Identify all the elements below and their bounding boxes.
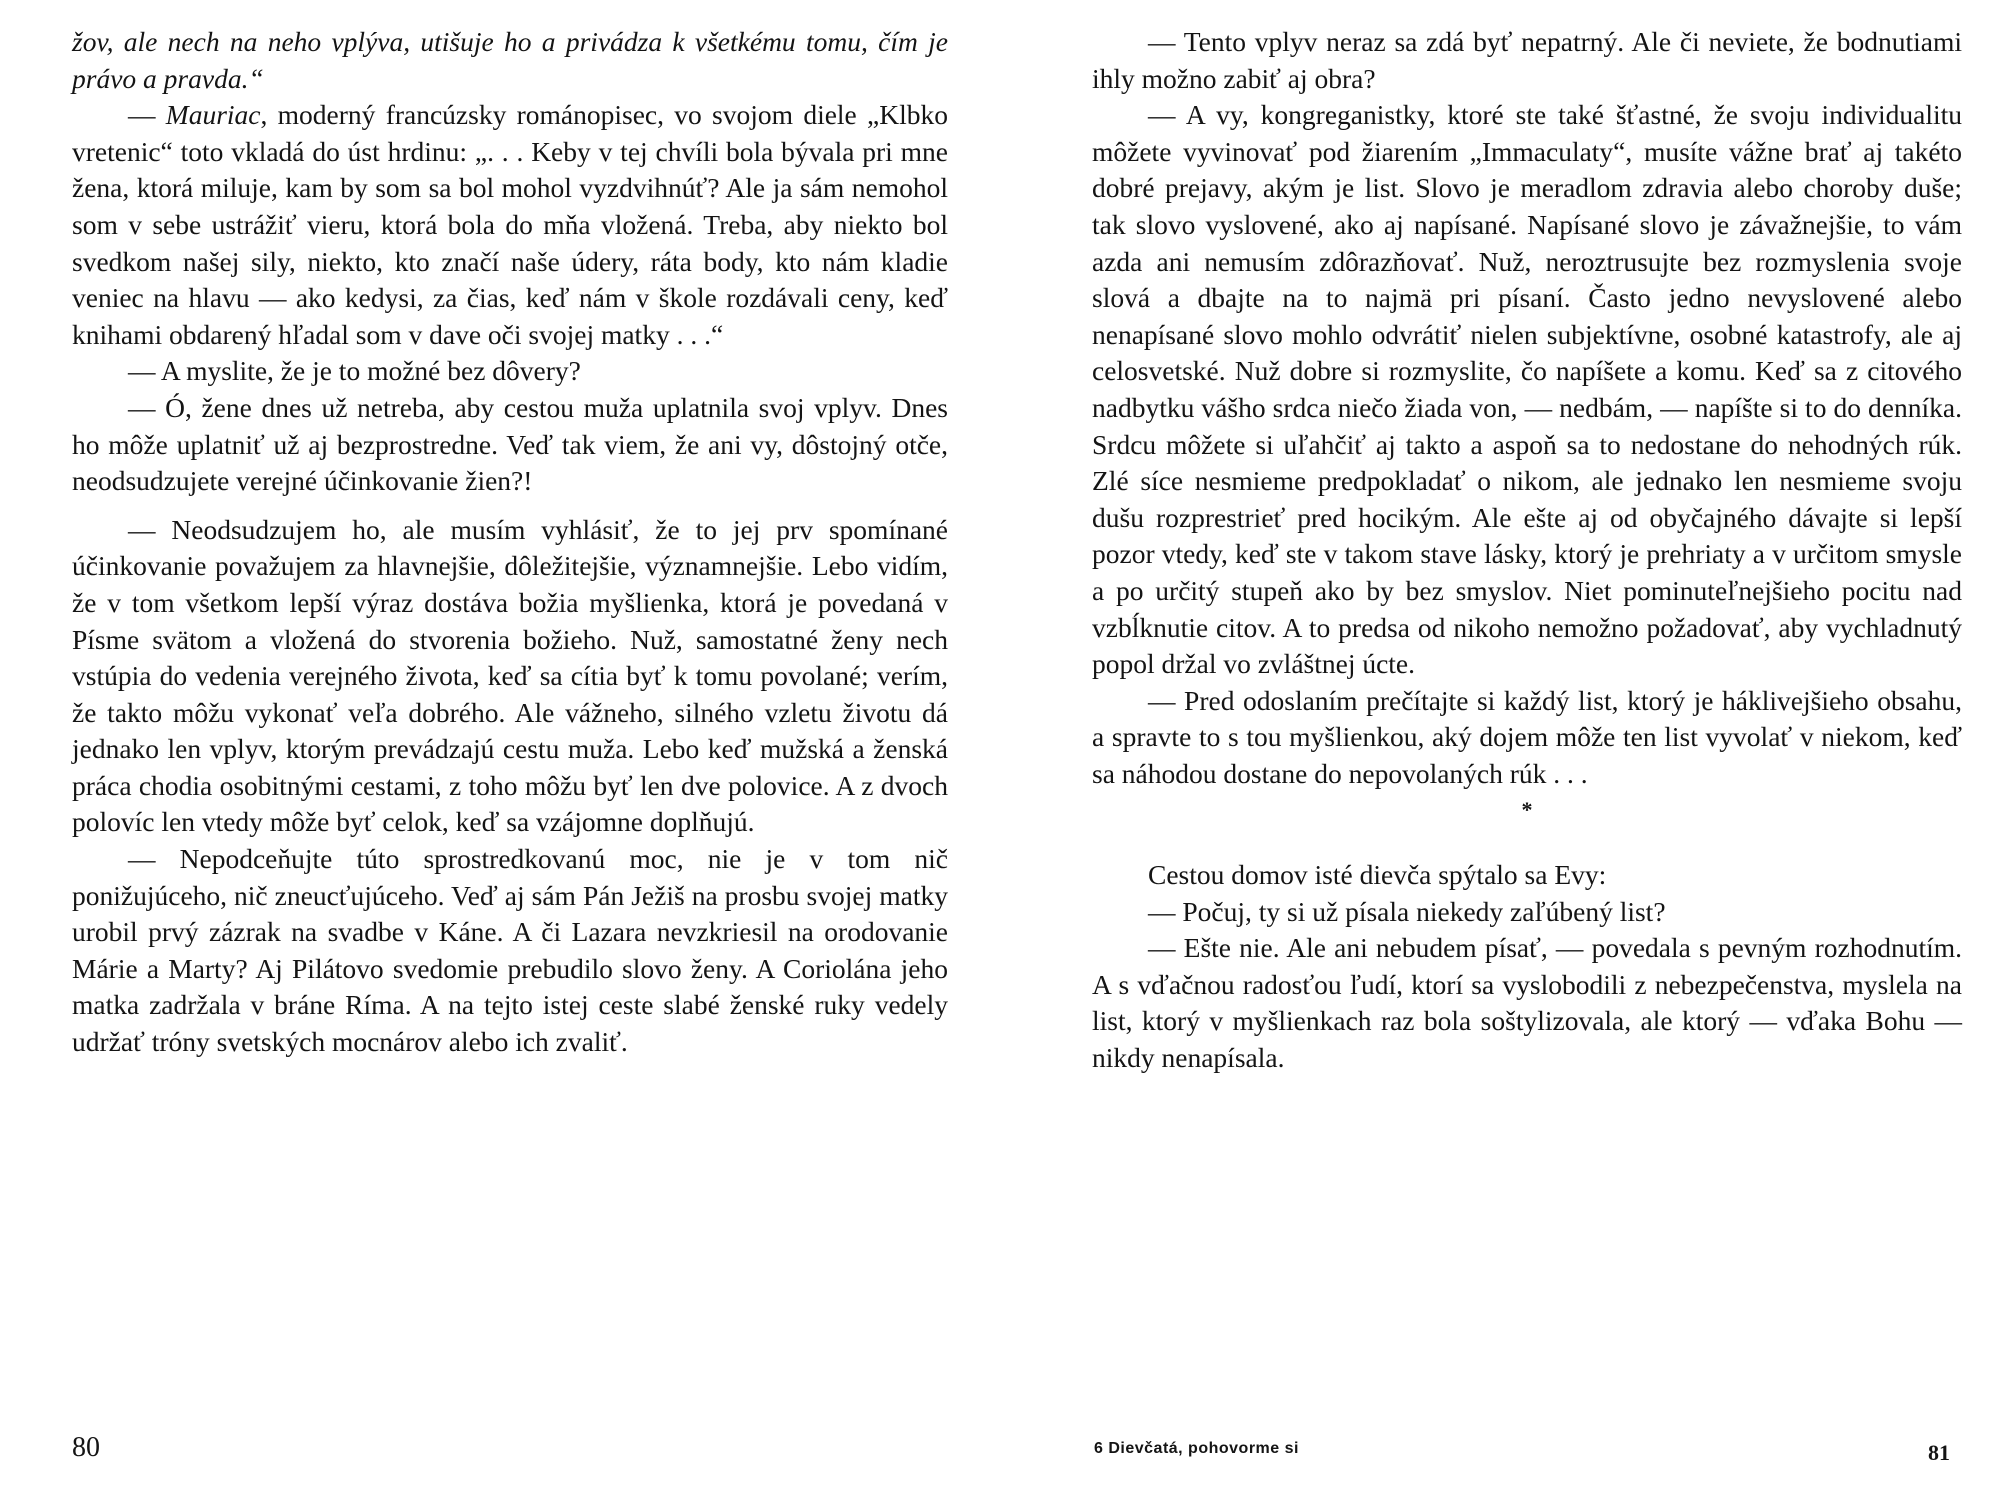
left-page <box>72 24 948 1061</box>
paragraph <box>72 97 948 353</box>
paragraph: — Pred odoslaním prečítajte si každý list, ktorý je háklivejšieho obsahu, a spravte to s tou myšlienkou, aký dojem môže ten list vyvolať v niekom, keď sa náhodou dostane do nepovolaných rúk . . . <box>1092 684 1962 789</box>
paragraph: Cestou domov isté dievča spýtalo sa Evy: <box>1148 859 1607 891</box>
paragraph: — Tento vplyv neraz sa zdá byť nepatrný. Ale či neviete, že bodnutiami ihly možno zabiť aj obra? <box>1092 26 1962 94</box>
paragraph: žov, ale nech na neho vplýva, utišuje ho a privádza k všetkému tomu, čím je právo a pravda.“ <box>72 26 948 94</box>
printer-signature-mark: 6 Dievčatá, pohovorme si <box>1094 1440 1299 1457</box>
spacer <box>1092 829 1962 857</box>
paragraph-text: , moderný francúzsky románopisec, vo svojom diele „Klbko vretenic“ toto vkladá do úst hrdinu: „. . . Keby v tej chvíli bola bývala pri mne žena, ktorá miluje, kam by som sa bol mohol vyzdvihnúť? Ale ja sám nemohol som v sebe ustrážiť vieru, ktorá bola do mňa vložená. Treba, aby niekto bol svedkom našej sily, niekto, kto značí naše údery, ráta body, kto nám kladie veniec na hlavu — ako kedysi, za čias, keď nám v škole rozdávali ceny, keď knihami obdarený hľadal som v dave oči svojej matky . . .“ <box>72 99 948 350</box>
paragraph: — A vy, kongreganistky, ktoré ste také šťastné, že svoju individualitu môžete vyvinovať pod žiarením „Immaculaty“, musíte vážne brať aj takéto dobré prejavy, akým je list. Slovo je meradlom zdravia alebo choroby duše; tak slovo vyslovené, ako aj napísané. Napísané slovo je závažnejšie, to vám azda ani nemusím zdôrazňovať. Nuž, neroztrusujte bez rozmyslenia svoje slová a dbajte na to najmä pri písaní. Často jedno nevyslovené alebo nenapísané slovo mohlo odvrátiť nielen subjektívne, osobné katastrofy, ale aj celosvetské. Nuž dobre si rozmyslite, čo napíšete a komu. Keď sa z citového nadbytku vášho srdca niečo žiada von, — nedbám, — napíšte si to do denníka. Srdcu môžete si uľahčiť aj takto a aspoň sa to nedostane do nehodných rúk. Zlé síce nesmieme predpokladať o nikom, ale jednako len nesmieme svoju dušu rozprestrieť pred hocikým. Ale ešte aj od obyčajného dávajte si lepší pozor vtedy, keď ste v takom stave lásky, ktorý je prehriaty a v určitom smysle a po určitý stupeň ako by bez smyslov. Niet pominuteľnejšieho pocitu nad vzbĺknutie citov. A to predsa od nikoho nemožno požadovať, aby vychladnutý popol držal vo zvláštnej úcte. <box>1092 99 1962 680</box>
paragraph: — Ó, žene dnes už netreba, aby cestou muža uplatnila svoj vplyv. Dnes ho môže uplatniť už aj bezprostredne. Veď tak viem, že ani vy, dôstojný otče, neodsudzujete verejné účinkovanie žien?! <box>72 391 948 497</box>
page-number-right: 81 <box>1928 1440 1950 1465</box>
dash: — <box>128 99 166 131</box>
paragraph: — Neodsudzujem ho, ale musím vyhlásiť, že to jej prv spomínané účinkovanie považujem za hlavnejšie, dôležitejšie, významnejšie. Lebo vidím, že v tom všetkom lepší výraz dostáva božia myšlienka, ktorá je povedaná v Písme svätom a vložená do stvorenia božieho. Nuž, samostatné ženy nech vstúpia do vedenia verejného života, keď sa cítia byť k tomu povolané; verím, že takto môžu vykonať veľa dobrého. Ale vážneho, silného vzletu životu dá jednako len vplyv, ktorým prevádzajú cestu muža. Lebo keď mužská a ženská práca chodia osobitnými cestami, z toho môžu byť len dve polovice. A z dvoch polovíc len vtedy môže byť celok, keď sa vzájomne doplňujú. <box>72 513 948 838</box>
section-separator-asterisk: * <box>1521 797 1533 823</box>
paragraph: — Počuj, ty si už písala niekedy zaľúbený list? <box>1148 895 1666 927</box>
paragraph: — Ešte nie. Ale ani nebudem písať, — povedala s pevným rozhodnutím. A s vďačnou radosťou ľudí, ktorí sa vyslobodili z nebezpečenstva, myslela na list, ktorý v myšlienkach raz bola soštylizovala, ale ktorý — vďaka Bohu — nikdy nenapísala. <box>1092 932 1962 1074</box>
author-name: Mauriac <box>165 99 261 131</box>
paragraph: — Nepodceňujte túto sprostredkovanú moc, nie je v tom nič ponižujúceho, nič zneucťujúceho. Veď aj sám Pán Ježiš na prosbu svojej matky urobil prvý zázrak na svadbe v Káne. A či Lazara nevzkriesil na orodovanie Márie a Marty? Aj Pilátovo svedomie prebudilo slovo ženy. A Coriolána jeho matka zadržala v bráne Ríma. A na tejto istej ceste slabé ženské ruky vedely udržať tróny svetských mocnárov alebo ich zvaliť. <box>72 843 948 1058</box>
paragraph: — A myslite, že je to možné bez dôvery? <box>128 355 581 387</box>
right-page <box>1092 24 1962 1077</box>
page-number-left: 80 <box>72 1432 100 1463</box>
